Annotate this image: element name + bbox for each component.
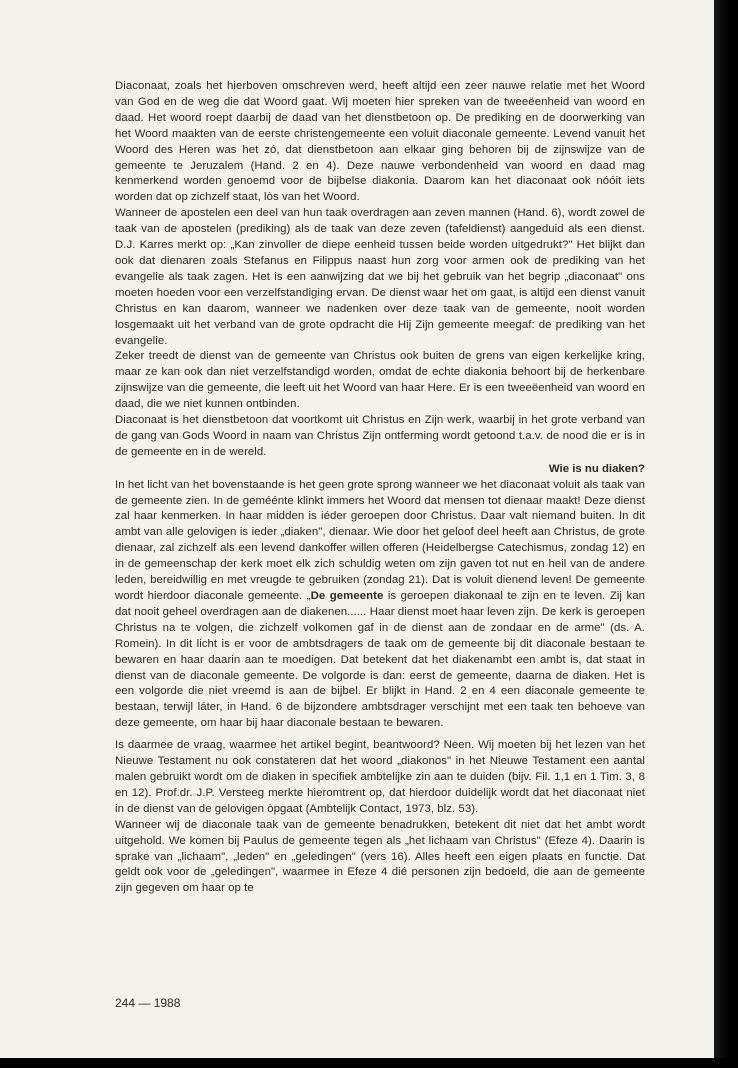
scan-edge-right xyxy=(714,0,738,1068)
scan-edge-bottom xyxy=(0,1058,738,1068)
paragraph-7: Wanneer wij de diaconale taak van de gemeente benadrukken, betekent dit niet dat het ambt wordt uitgehold. We komen bij Paulus de gemeente tegen als „het lichaam van Christus" (Efeze 4). Daarin is sprake van „lichaam", „leden" en „geledingen" (vers 16). Alles heeft een eigen plaats en functie. Dat geldt ook voor de „geledingen", waarmee in Efeze 4 dié personen zijn bedoeld, die aan de gemeente zijn gegeven om haar op te xyxy=(115,818,645,895)
paragraph-1: Diaconaat, zoals het hierboven omschreven werd, heeft altijd een zeer nauwe relatie met het Woord van God en de weg die dat Woord gaat. Wij moeten hier spreken van de tweeëenheid van woord en daad. Het woord roept daarbij de daad van het dienstbetoon op. De prediking en de doorwerking van het Woord maakten van de eerste christengemeente een voluit diaconale gemeente. Levend vanuit het Woord des Heren was het zó, dat dienstbetoon aan elkaar ging behoren bij de zijnswijze van de gemeente te Jeruzalem (Hand. 2 en 4). Deze nauwe verbondenheid van woord en daad mag kenmerkend worden genoemd voor de bijbelse diakonia. Daarom kan het diaconaat ook nóóit iets worden dat op zichzelf staat, lòs van het Woord. xyxy=(115,80,645,204)
paragraph-4: Diaconaat is het dienstbetoon dat voortkomt uit Christus en Zijn werk, waarbij in het grote verband van de gang van Gods Woord in naam van Christus Zijn ontferming wordt getoond t.a.v. de nood die er is in de gemeente en in de wereld. xyxy=(115,414,645,458)
paragraph-2: Wanneer de apostelen een deel van hun taak overdragen aan zeven mannen (Hand. 6), wordt zowel de taak van de apostelen (prediking) als de taak van deze zeven (tafeldienst) aangeduid als een dienst. D.J. Karres merkt op: „Kan zinvoller de diepe eenheid tussen beide worden uitgedrukt?" Het blijkt dan ook dat dienaren zoals Stefanus en Filippus naast hun zorg voor armen ook de prediking van het evangelie als taak zagen. Het is een aanwijzing dat we bij het gebruik van het begrip „diaconaat" ons moeten hoeden voor een verzelfstandiging ervan. De dienst waar het om gaat, is altijd een dienst vanuit Christus en kan daarom, wanneer we nadenken over deze taak van de gemeente, nooit worden losgemaakt uit het verband van de grote opdracht die Hij Zijn gemeente meegaf: de prediking van het evangelie. xyxy=(115,207,645,347)
paragraph-3: Zeker treedt de dienst van de gemeente van Christus ook buiten de grens van eigen kerkelijke kring, maar ze kan ook dan niet verzelfstandigd worden, omdat de echte diakonia behoort bij de herkenbare zijnswijze van die gemeente, die leeft uit het Woord van haar Here. Er is een tweeëenheid van woord en daad, die we niet kunnen ontbinden. xyxy=(115,350,645,411)
paragraph-6: Is daarmee de vraag, waarmee het artikel begint, beantwoord? Neen. Wij moeten bij het lezen van het Nieuwe Testament nu ook constateren dat het woord „diakonos" in het Nieuwe Testament een aantal malen gebruikt wordt om de diaken in specifiek ambtelijke zin aan te duiden (bijv. Fil. 1,1 en 1 Tim. 3, 8 en 12). Prof.dr. J.P. Versteeg merkte hieromtrent op, dat hierdoor duidelijk wordt dat het diaconaat niet in de dienst van de gelovigen òpgaat (Ambtelijk Contact, 1973, blz. 53). xyxy=(115,739,645,815)
section-heading: Wie is nu diaken? xyxy=(548,462,645,475)
article-body xyxy=(115,79,645,897)
paragraph-5-text-start: In het licht van het bovenstaande is het geen grote sprong wanneer we het diaconaat voluit als taak van de gemeente zien. In de geméénte klinkt immers het Woord dat mensen tot dienaar maakt! Deze dienst zal haar kenmerken. In haar midden is iéder geroepen door Christus. Daar valt niemand buiten. In dit ambt van alle gelovigen is ieder „diaken", dienaar. Wie door het geloof deel heeft aan Christus, de grote dienaar, zal zichzelf als een levend dankoffer willen offeren (Heidelbergse Catechismus, zondag 12) en in de gemeenschap der kerk moet elk zich schuldig weten om zijn gaven tot nut en heil van de andere leden, bereidwillig en met vreugde te gebruiken (zondag 21). Dat is voluit dienend leven! De gemeente wordt hierdoor diaconale gemeente. „ xyxy=(115,478,645,602)
paragraph-5-bold-phrase: De gemeente xyxy=(310,590,384,602)
page-number: 244 — 1988 xyxy=(115,996,181,1010)
paragraph-5-text-end: is geroepen diakonaal te zijn en te leven. Zij kan dat nooit geheel overdragen aan de diakenen...... Haar dienst moet haar leven zijn. De kerk is geroepen Christus na te volgen, die zichzelf volkomen gaf in de dienst aan de zondaar en de arme" (ds. A. Romein). In dit licht is er voor de ambtsdragers de taak om de gemeente bij dit diaconale bestaan te bewaren en haar daarin aan te moedigen. Dat betekent dat het diakenambt een ambt is, dat staat in dienst van de diaconale gemeente. De volgorde is dan: eerst de gemeente, daarna de diaken. Het is een volgorde die niet vreemd is aan de bijbel. Er blijkt in Hand. 2 en 4 een diaconale gemeente te bestaan, terwijl láter, in Hand. 6 de bijzondere ambtsdrager verschijnt met een taak ten behoeve van deze gemeente, om haar bij haar diaconale bestaan te bewaren. xyxy=(115,590,645,730)
paragraph-5 xyxy=(115,478,645,733)
